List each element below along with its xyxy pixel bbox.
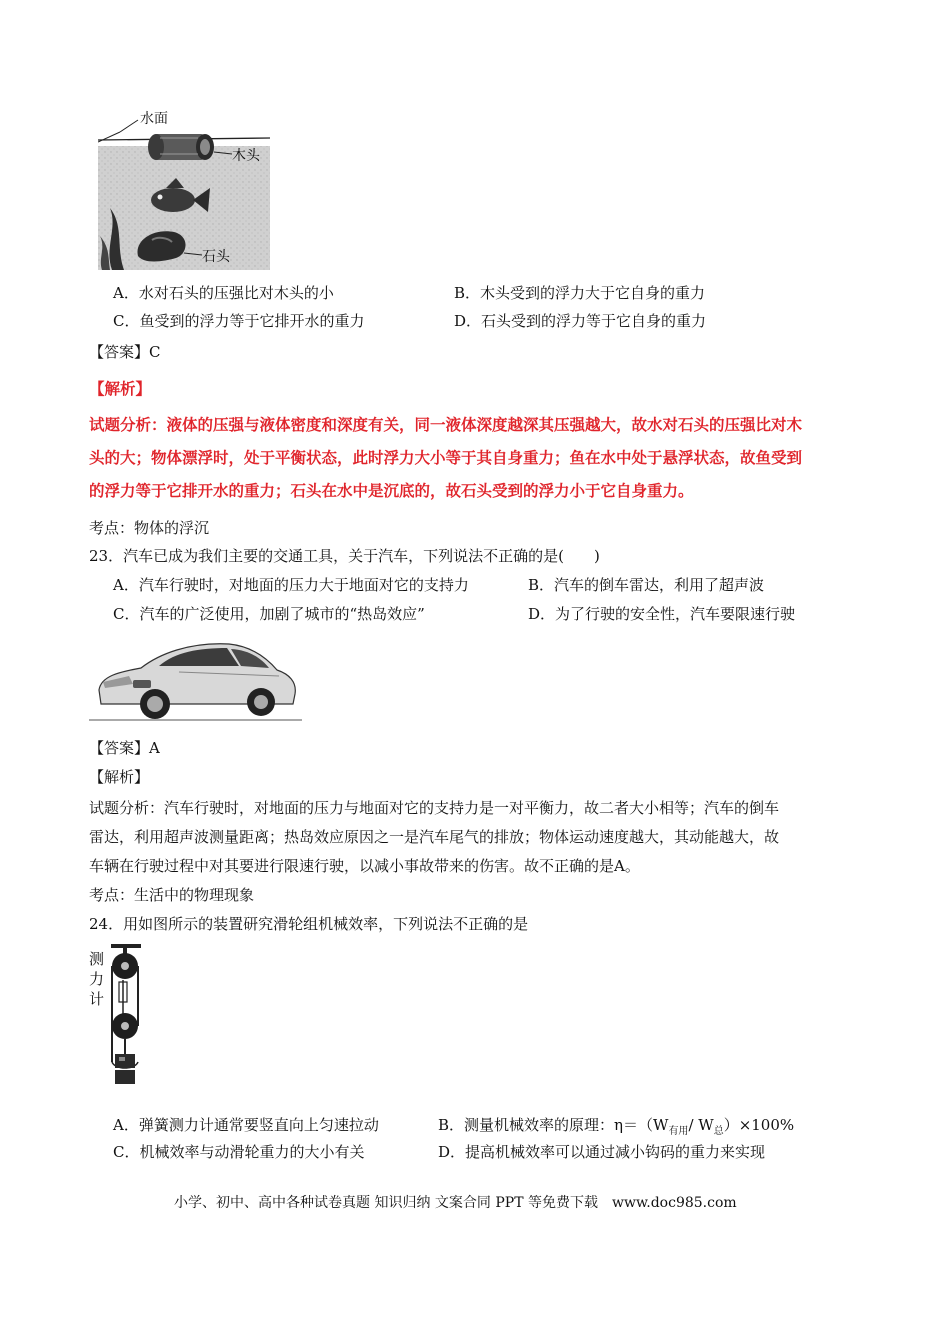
q22-analysis-line-1: 试题分析：液体的压强与液体密度和深度有关，同一液体深度越深其压强越大，故水对石头的压强比对木 (89, 416, 803, 434)
q22-kaodian: 考点：物体的浮沉 (89, 519, 210, 537)
q23-analysis-line-3: 车辆在行驶过程中对其要进行限速行驶，以减小事故带来的伤害。故不正确的是A。 (89, 857, 640, 875)
q22-option-d: D．石头受到的浮力等于它自身的重力 (454, 312, 707, 330)
q23-analysis-line-1: 试题分析：汽车行驶时，对地面的压力与地面对它的支持力是一对平衡力，故二者大小相等；汽车的倒车 (89, 799, 780, 817)
buoyancy-figure (98, 108, 270, 270)
q23-stem: 23．汽车已成为我们主要的交通工具，关于汽车，下列说法不正确的是( ) (89, 547, 600, 565)
pulley-figure-label-1: 测 (89, 950, 105, 968)
figure-label-stone: 石头 (202, 249, 230, 265)
q23-option-b: B．汽车的倒车雷达，利用了超声波 (528, 576, 765, 594)
q24-option-d: D．提高机械效率可以通过减小钩码的重力来实现 (438, 1143, 766, 1161)
q22-option-c: C．鱼受到的浮力等于它排开水的重力 (113, 312, 365, 330)
q23-answer: 【答案】A (89, 739, 160, 757)
pulley-figure (89, 944, 149, 1104)
q23-analysis-line-2: 雷达，利用超声波测量距离；热岛效应原因之一是汽车尾气的排放；物体运动速度越大，其动能越大，故 (89, 828, 780, 846)
page-footer: 小学、初中、高中各种试卷真题 知识归纳 文案合同 PPT 等免费下载 www.doc985.com (174, 1195, 737, 1211)
q22-analysis-line-2: 头的大；物体漂浮时，处于平衡状态，此时浮力大小等于其自身重力；鱼在水中处于悬浮状态，故鱼受到 (89, 449, 803, 467)
q24-option-a: A．弹簧测力计通常要竖直向上匀速拉动 (113, 1116, 379, 1134)
q22-option-a: A．水对石头的压强比对木头的小 (113, 284, 334, 302)
q22-option-b: B．木头受到的浮力大于它自身的重力 (454, 284, 706, 302)
q24-option-b (438, 1114, 794, 1137)
q22-analysis-line-3: 的浮力等于它排开水的重力；石头在水中是沉底的，故石头受到的浮力小于它自身重力。 (89, 482, 694, 500)
q24-option-b-sub-total: 总 (713, 1126, 724, 1137)
q24-option-b-suffix: ）×100% (723, 1116, 795, 1134)
q24-option-b-sub-useful: 有用 (668, 1126, 689, 1137)
figure-label-water-surface: 水面 (140, 111, 168, 127)
q24-option-b-mid: / W (688, 1116, 714, 1134)
q22-analysis-title: 【解析】 (89, 380, 152, 398)
q23-option-a: A．汽车行驶时，对地面的压力大于地面对它的支持力 (113, 576, 469, 594)
q23-analysis-title: 【解析】 (89, 768, 150, 786)
q23-option-c: C．汽车的广泛使用，加剧了城市的“热岛效应” (113, 605, 425, 623)
q22-answer: 【答案】C (89, 343, 161, 361)
q24-stem: 24．用如图所示的装置研究滑轮组机械效率，下列说法不正确的是 (89, 915, 529, 933)
q23-kaodian: 考点：生活中的物理现象 (89, 886, 255, 904)
q23-option-d: D．为了行驶的安全性，汽车要限速行驶 (528, 605, 796, 623)
figure-label-wood: 木头 (232, 148, 260, 164)
pulley-figure-label-3: 计 (89, 990, 105, 1008)
car-figure (89, 632, 302, 722)
q24-option-b-prefix: B．测量机械效率的原理：η＝（W (438, 1116, 669, 1134)
q24-option-c: C．机械效率与动滑轮重力的大小有关 (113, 1143, 365, 1161)
pulley-figure-label-2: 力 (89, 970, 105, 988)
